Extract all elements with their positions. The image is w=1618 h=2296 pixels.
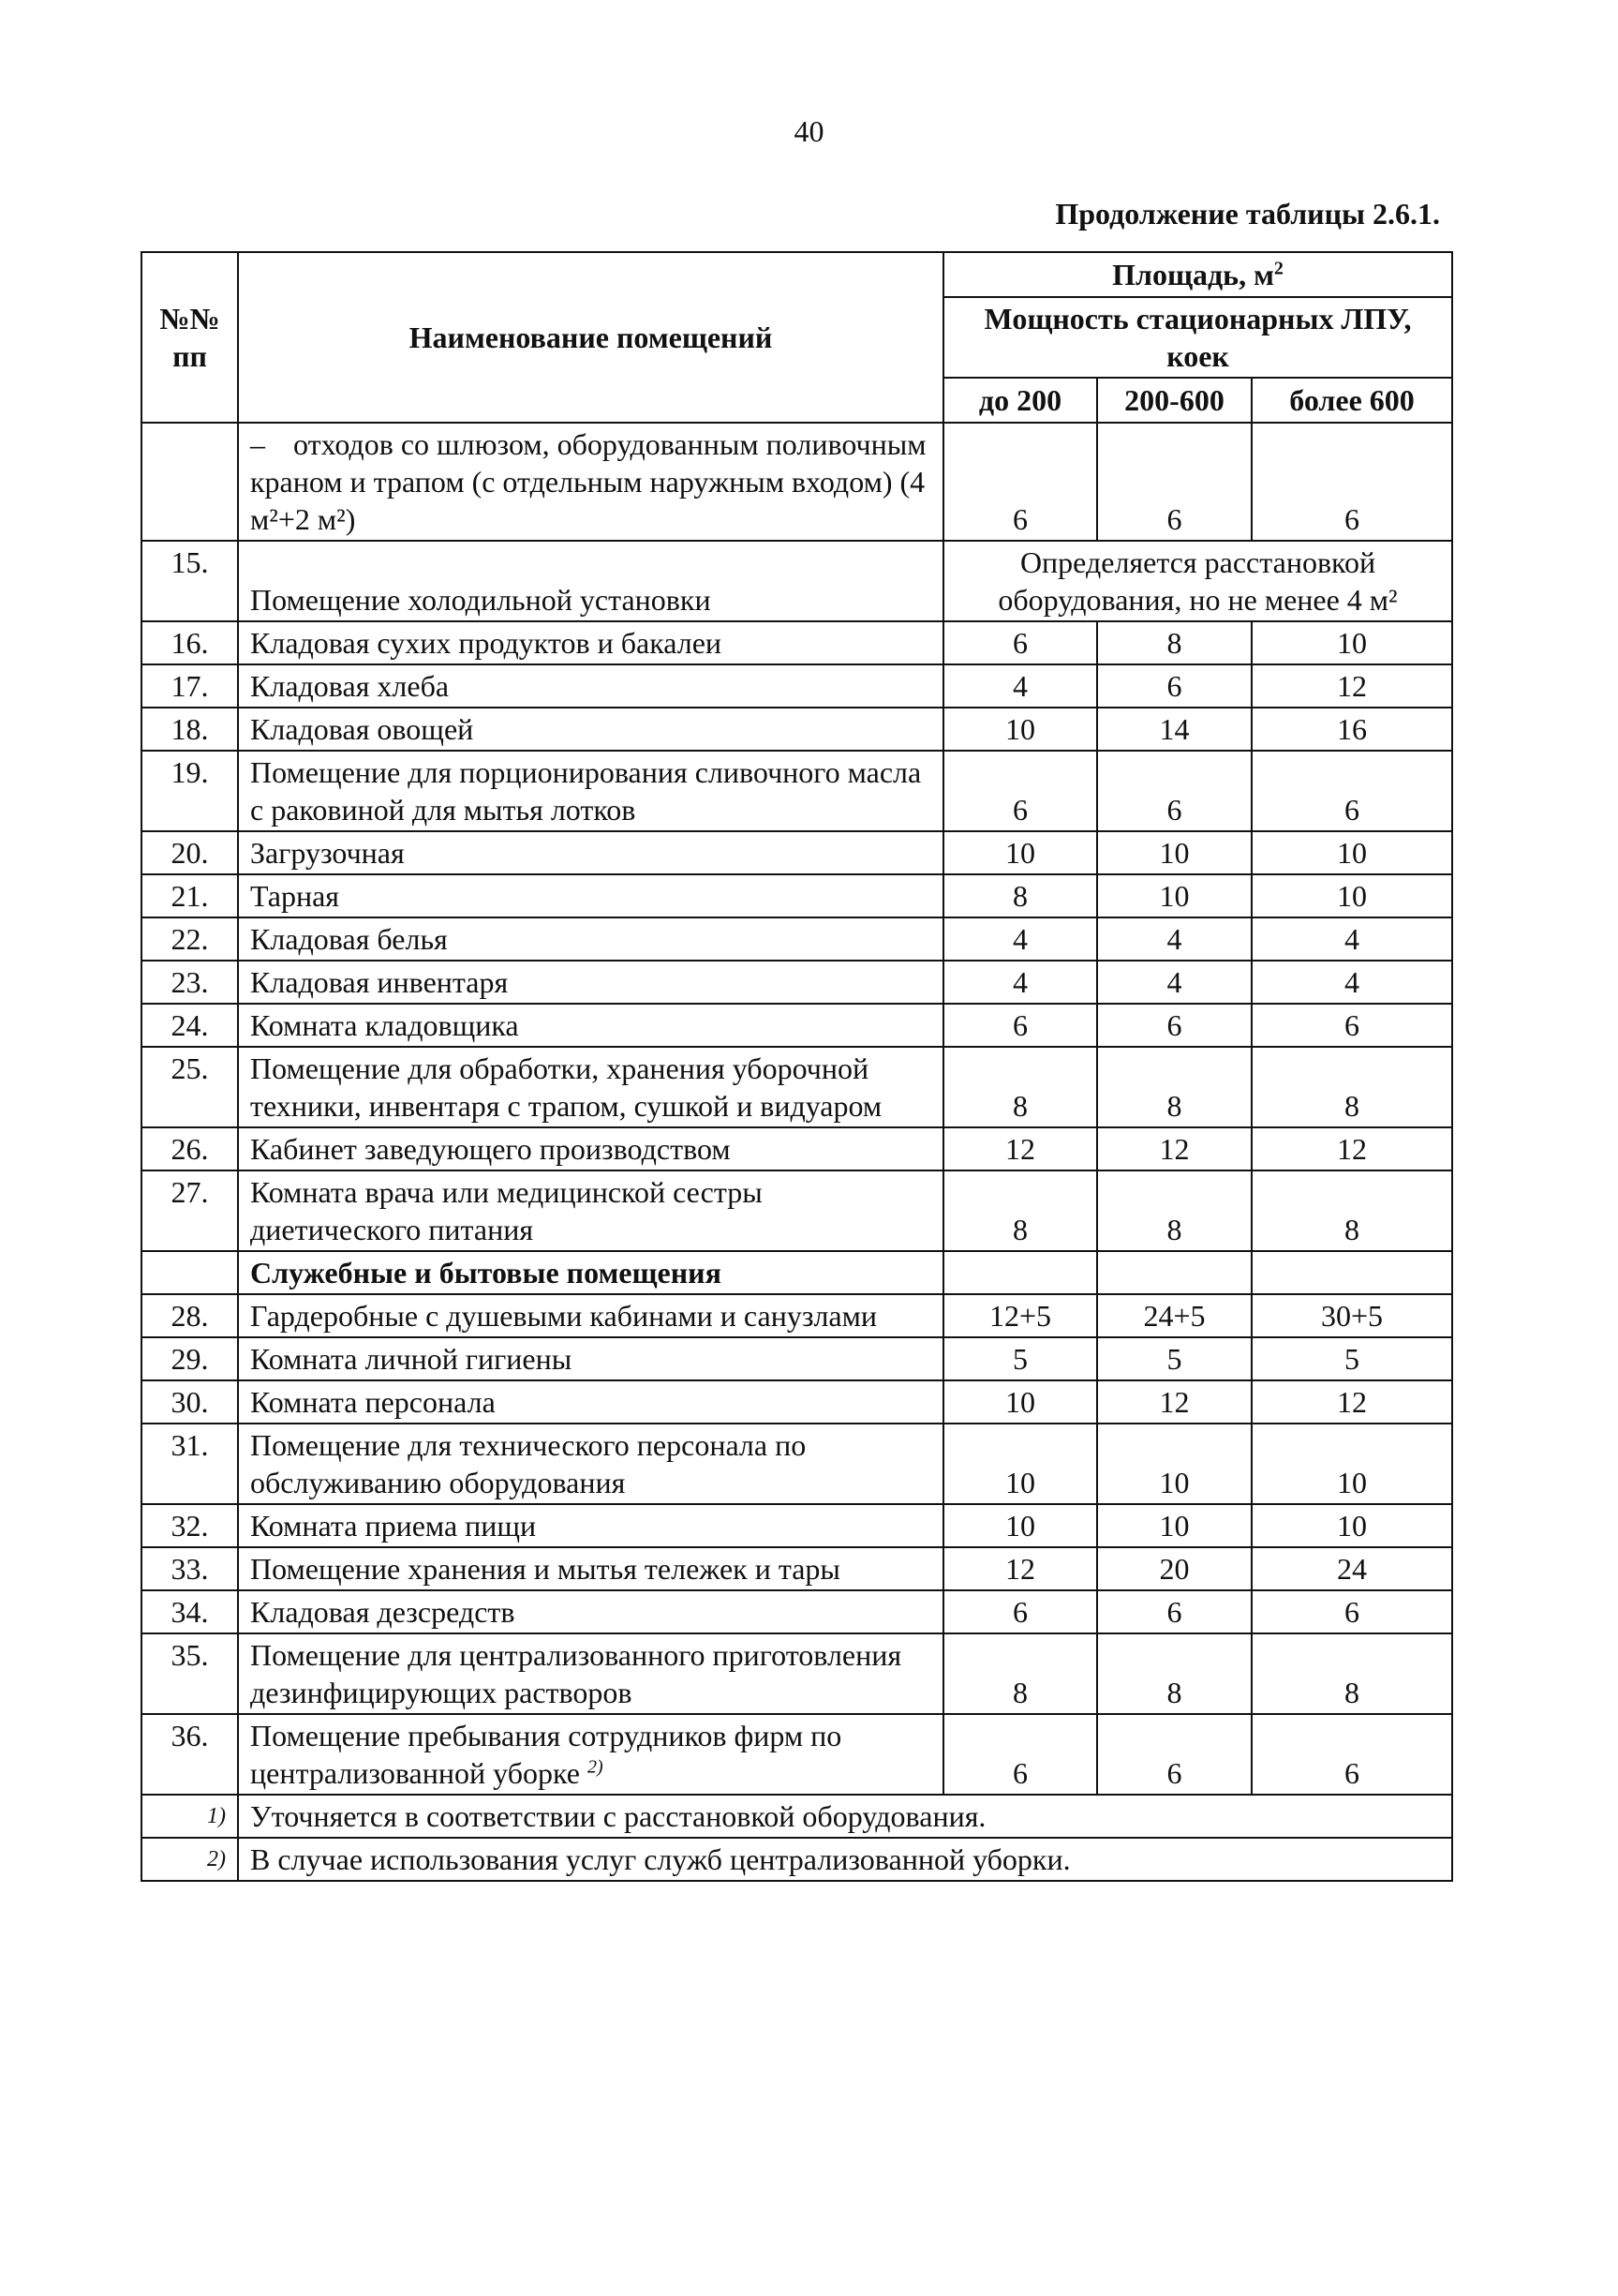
table-row [141, 917, 1452, 961]
area-value: 8 [1097, 1170, 1252, 1251]
footnote-ref: 2) [586, 1756, 603, 1778]
room-name-text: Тарная [250, 879, 339, 913]
row-number: 27. [141, 1170, 238, 1251]
room-name [238, 1337, 943, 1380]
area-value: 10 [1252, 621, 1452, 664]
room-name [238, 423, 943, 541]
room-name-text: Кладовая хлеба [250, 669, 450, 703]
header-sub-up-to-200: до 200 [943, 378, 1097, 423]
area-value: 8 [1097, 1047, 1252, 1127]
area-value: 30+5 [1252, 1294, 1452, 1337]
table-row [141, 1547, 1452, 1590]
row-number: 36. [141, 1714, 238, 1795]
table-row [141, 1714, 1452, 1795]
table-row [141, 751, 1452, 831]
room-name-text: Гардеробные с душевыми кабинами и санузлами [250, 1299, 877, 1333]
area-value: 10 [1252, 831, 1452, 874]
room-name [238, 1590, 943, 1633]
room-name-text: Комната приема пищи [250, 1509, 537, 1543]
area-value: 6 [1097, 423, 1252, 541]
area-value: 8 [943, 874, 1097, 917]
room-name [238, 917, 943, 961]
room-name [238, 1714, 943, 1795]
area-value: 24 [1252, 1547, 1452, 1590]
area-value: 10 [1252, 874, 1452, 917]
room-name-text: Кладовая дезсредств [250, 1595, 515, 1629]
area-value: 12+5 [943, 1294, 1097, 1337]
row-number: 33. [141, 1547, 238, 1590]
row-number: 26. [141, 1127, 238, 1170]
area-value: 6 [1097, 1714, 1252, 1795]
area-value: 6 [943, 1714, 1097, 1795]
area-value: 8 [1252, 1170, 1452, 1251]
area-value: 12 [1252, 664, 1452, 708]
table-row [141, 621, 1452, 664]
room-name [238, 1424, 943, 1504]
area-value: 10 [943, 708, 1097, 751]
room-name-text: отходов со шлюзом, оборудованным поливочным краном и трапом (с отдельным наружным входом) (4 м²+2 м²) [250, 427, 927, 536]
area-value: 10 [943, 831, 1097, 874]
row-number: 24. [141, 1004, 238, 1047]
room-name [238, 621, 943, 664]
row-number: 35. [141, 1633, 238, 1714]
area-value: 6 [943, 423, 1097, 541]
area-value [1097, 1251, 1252, 1294]
room-name-text: Помещение для порционирования сливочного масла с раковиной для мытья лотков [250, 755, 922, 827]
room-name-text: Кладовая овощей [250, 712, 474, 746]
area-value: 6 [1252, 1004, 1452, 1047]
area-value: 6 [1097, 664, 1252, 708]
row-number: 20. [141, 831, 238, 874]
room-name [238, 751, 943, 831]
header-sub-over-600: более 600 [1252, 378, 1452, 423]
room-name [238, 541, 943, 621]
row-number: 18. [141, 708, 238, 751]
room-name-text: Помещение для технического персонала по обслуживанию оборудования [250, 1428, 807, 1499]
area-value: 10 [1252, 1504, 1452, 1547]
header-area-sup: 2 [1273, 258, 1284, 279]
room-name-text: Комната кладовщика [250, 1008, 519, 1042]
row-number: 25. [141, 1047, 238, 1127]
row-number: 34. [141, 1590, 238, 1633]
room-name-text: Кладовая белья [250, 922, 448, 956]
header-room-name: Наименование помещений [238, 252, 943, 423]
row-number: 17. [141, 664, 238, 708]
area-value: 10 [1097, 874, 1252, 917]
table-row [141, 708, 1452, 751]
area-value: 6 [1252, 1590, 1452, 1633]
footnote-text: В случае использования услуг служб централизованной уборки. [238, 1838, 1452, 1881]
table-row [141, 961, 1452, 1004]
area-value: 4 [943, 664, 1097, 708]
area-value: 4 [1252, 917, 1452, 961]
table-row [141, 1380, 1452, 1424]
table-row [141, 1004, 1452, 1047]
area-value: 5 [1097, 1337, 1252, 1380]
area-value: 4 [1097, 961, 1252, 1004]
header-sub-200-600: 200-600 [1097, 378, 1252, 423]
room-name-text: Помещение пребывания сотрудников фирм по централизованной уборке [250, 1719, 842, 1790]
area-value: 8 [1252, 1633, 1452, 1714]
room-name [238, 1127, 943, 1170]
area-value: 12 [1252, 1127, 1452, 1170]
footnote-mark: 1) [141, 1795, 238, 1838]
room-name [238, 708, 943, 751]
table-row [141, 1424, 1452, 1504]
table-row [141, 1047, 1452, 1127]
header-row-number: №№ пп [141, 252, 238, 423]
table-row [141, 874, 1452, 917]
table-row [141, 1127, 1452, 1170]
area-value: 10 [1097, 1424, 1252, 1504]
room-name [238, 1170, 943, 1251]
footnote-row [141, 1838, 1452, 1881]
room-name [238, 874, 943, 917]
area-value: 6 [943, 1004, 1097, 1047]
area-value: 10 [1097, 1504, 1252, 1547]
room-name [238, 1547, 943, 1590]
area-value: 8 [1252, 1047, 1452, 1127]
footnote-row [141, 1795, 1452, 1838]
area-value: 12 [943, 1547, 1097, 1590]
room-name [238, 1633, 943, 1714]
table-row [141, 1251, 1452, 1294]
area-value: 20 [1097, 1547, 1252, 1590]
room-name-text: Кладовая сухих продуктов и бакалеи [250, 626, 722, 660]
table-row [141, 664, 1452, 708]
row-number: 16. [141, 621, 238, 664]
footnote-mark: 2) [141, 1838, 238, 1881]
row-number: 23. [141, 961, 238, 1004]
table-row [141, 831, 1452, 874]
area-value: 14 [1097, 708, 1252, 751]
area-value: 12 [1252, 1380, 1452, 1424]
table-continuation-label: Продолжение таблицы 2.6.1. [1055, 197, 1440, 231]
row-number: 28. [141, 1294, 238, 1337]
area-note: Определяется расстановкой оборудования, но не менее 4 м² [943, 541, 1452, 621]
area-value: 4 [1097, 917, 1252, 961]
area-value: 10 [1097, 831, 1252, 874]
area-value: 4 [943, 917, 1097, 961]
area-value: 6 [943, 751, 1097, 831]
row-number: 30. [141, 1380, 238, 1424]
area-value: 24+5 [1097, 1294, 1252, 1337]
area-value: 12 [1097, 1127, 1252, 1170]
row-number: 15. [141, 541, 238, 621]
area-value: 6 [1097, 1004, 1252, 1047]
room-name [238, 1004, 943, 1047]
table-row [141, 541, 1452, 621]
area-value: 12 [943, 1127, 1097, 1170]
area-value: 8 [1097, 1633, 1252, 1714]
area-value: 8 [943, 1633, 1097, 1714]
area-value: 6 [943, 1590, 1097, 1633]
area-value: 10 [943, 1380, 1097, 1424]
row-number: 22. [141, 917, 238, 961]
table-row [141, 1590, 1452, 1633]
area-value: 6 [1097, 751, 1252, 831]
table-row [141, 1633, 1452, 1714]
room-name-text: Помещение для обработки, хранения уборочной техники, инвентаря с трапом, сушкой и видуаром [250, 1051, 883, 1123]
room-name [238, 1047, 943, 1127]
row-number: 19. [141, 751, 238, 831]
row-number: 32. [141, 1504, 238, 1547]
room-name-text: Кладовая инвентаря [250, 965, 509, 999]
area-value: 10 [943, 1504, 1097, 1547]
page-number: 40 [794, 114, 824, 148]
room-name [238, 1504, 943, 1547]
area-value: 6 [1252, 751, 1452, 831]
room-name-text: Помещение холодильной установки [250, 583, 711, 617]
row-number: 21. [141, 874, 238, 917]
area-value: 4 [943, 961, 1097, 1004]
header-area [943, 252, 1452, 297]
area-value: 4 [1252, 961, 1452, 1004]
area-value: 12 [1097, 1380, 1252, 1424]
area-value: 8 [943, 1047, 1097, 1127]
room-name-text: Комната личной гигиены [250, 1342, 572, 1376]
area-value: 6 [1097, 1590, 1252, 1633]
room-name-text: Комната врача или медицинской сестры диетического питания [250, 1175, 763, 1246]
room-name-text: Кабинет заведующего производством [250, 1132, 731, 1166]
table-row [141, 1170, 1452, 1251]
header-area-label: Площадь, м [1112, 258, 1274, 291]
footnote-text: Уточняется в соответствии с расстановкой оборудования. [238, 1795, 1452, 1838]
area-value: 10 [943, 1424, 1097, 1504]
room-name [238, 961, 943, 1004]
table-row [141, 1294, 1452, 1337]
row-number: 31. [141, 1424, 238, 1504]
room-name [238, 1380, 943, 1424]
area-value: 8 [1097, 621, 1252, 664]
room-name [238, 831, 943, 874]
area-value: 6 [1252, 1714, 1452, 1795]
area-value: 10 [1252, 1424, 1452, 1504]
room-name [238, 1294, 943, 1337]
row-number [141, 1251, 238, 1294]
room-name-text: Загрузочная [250, 836, 405, 870]
area-value: 5 [943, 1337, 1097, 1380]
area-value [1252, 1251, 1452, 1294]
room-name-text: Комната персонала [250, 1385, 496, 1419]
area-value: 6 [943, 621, 1097, 664]
header-capacity: Мощность стационарных ЛПУ, коек [943, 297, 1452, 378]
table-row [141, 423, 1452, 541]
table-row [141, 1337, 1452, 1380]
section-heading [238, 1251, 943, 1294]
area-value: 6 [1252, 423, 1452, 541]
list-dash: – [250, 427, 265, 461]
table-row [141, 1504, 1452, 1547]
area-value [943, 1251, 1097, 1294]
premises-area-table [141, 251, 1453, 1882]
room-name-text: Служебные и бытовые помещения [250, 1256, 721, 1290]
row-number [141, 423, 238, 541]
room-name-text: Помещение хранения и мытья тележек и тары [250, 1552, 840, 1586]
room-name [238, 664, 943, 708]
area-value: 16 [1252, 708, 1452, 751]
room-name-text: Помещение для централизованного приготовления дезинфицирующих растворов [250, 1638, 902, 1709]
row-number: 29. [141, 1337, 238, 1380]
area-value: 5 [1252, 1337, 1452, 1380]
area-value: 8 [943, 1170, 1097, 1251]
